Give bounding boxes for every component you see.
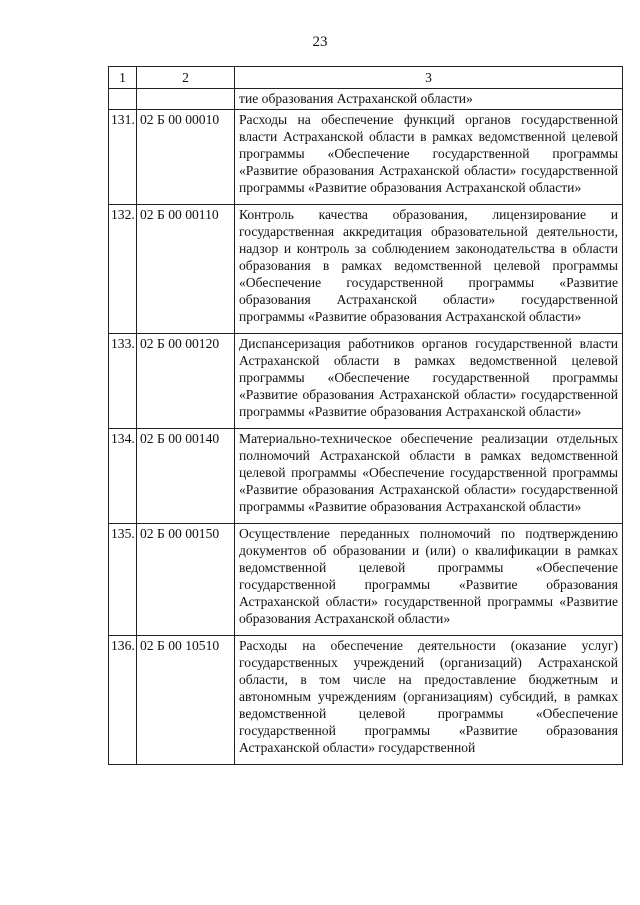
table-row — [109, 636, 623, 765]
continuation-desc-cell: тие образования Астраханской области» — [235, 89, 623, 110]
header-cell-2: 2 — [137, 67, 235, 89]
header-cell-3: 3 — [235, 67, 623, 89]
row-number: 133. — [109, 334, 137, 429]
table-row — [109, 110, 623, 205]
header-cell-1: 1 — [109, 67, 137, 89]
table-row — [109, 205, 623, 334]
page-number: 23 — [312, 34, 328, 50]
row-number: 135. — [109, 524, 137, 636]
row-description: Контроль качества образования, лицензирование и государственная аккредитация образовательной деятельности, надзор и контроль за соблюдением законодательства в области образования в рамках ведомственной целевой программы «Обеспечение государственной программы «Развитие образования Астраханской области» государственной программы «Развитие образования Астраханской области» — [235, 205, 623, 334]
table-row — [109, 524, 623, 636]
row-description: Расходы на обеспечение деятельности (оказание услуг) государственных учреждений (организаций) Астраханской области, в том числе на предоставление бюджетным и автономным учреждениям (организациям) субсидий, в рамках ведомственной целевой программы «Обеспечение государственной программы «Развитие образования Астраханской области» государственной — [235, 636, 623, 765]
row-code: 02 Б 00 00010 — [137, 110, 235, 205]
continuation-row — [109, 89, 623, 110]
continuation-code-cell — [137, 89, 235, 110]
table-header-row — [109, 67, 623, 89]
row-description: Диспансеризация работников органов государственной власти Астраханской области в рамках ведомственной целевой программы «Обеспечение государственной программы «Развитие образования Астраханской области» государственной программы «Развитие образования Астраханской области» — [235, 334, 623, 429]
table-row — [109, 334, 623, 429]
row-number: 132. — [109, 205, 137, 334]
row-code: 02 Б 00 00120 — [137, 334, 235, 429]
row-number: 131. — [109, 110, 137, 205]
row-number: 136. — [109, 636, 137, 765]
continuation-num-cell — [109, 89, 137, 110]
row-number: 134. — [109, 429, 137, 524]
table-row — [109, 429, 623, 524]
row-code: 02 Б 00 00110 — [137, 205, 235, 334]
row-code: 02 Б 00 10510 — [137, 636, 235, 765]
row-code: 02 Б 00 00150 — [137, 524, 235, 636]
document-table — [108, 66, 623, 765]
row-description: Осуществление переданных полномочий по подтверждению документов об образовании и (или) о квалификации в рамках ведомственной целевой программы «Обеспечение государственной программы «Развитие образования Астраханской области» государственной программы «Развитие образования Астраханской области» — [235, 524, 623, 636]
row-description: Материально-техническое обеспечение реализации отдельных полномочий Астраханской области в рамках ведомственной целевой программы «Обеспечение государственной программы «Развитие образования Астраханской области» государственной программы «Развитие образования Астраханской области» — [235, 429, 623, 524]
row-code: 02 Б 00 00140 — [137, 429, 235, 524]
row-description: Расходы на обеспечение функций органов государственной власти Астраханской области в рамках ведомственной целевой программы «Обеспечение государственной программы «Развитие образования Астраханской области» государственной программы «Развитие образования Астраханской области» — [235, 110, 623, 205]
